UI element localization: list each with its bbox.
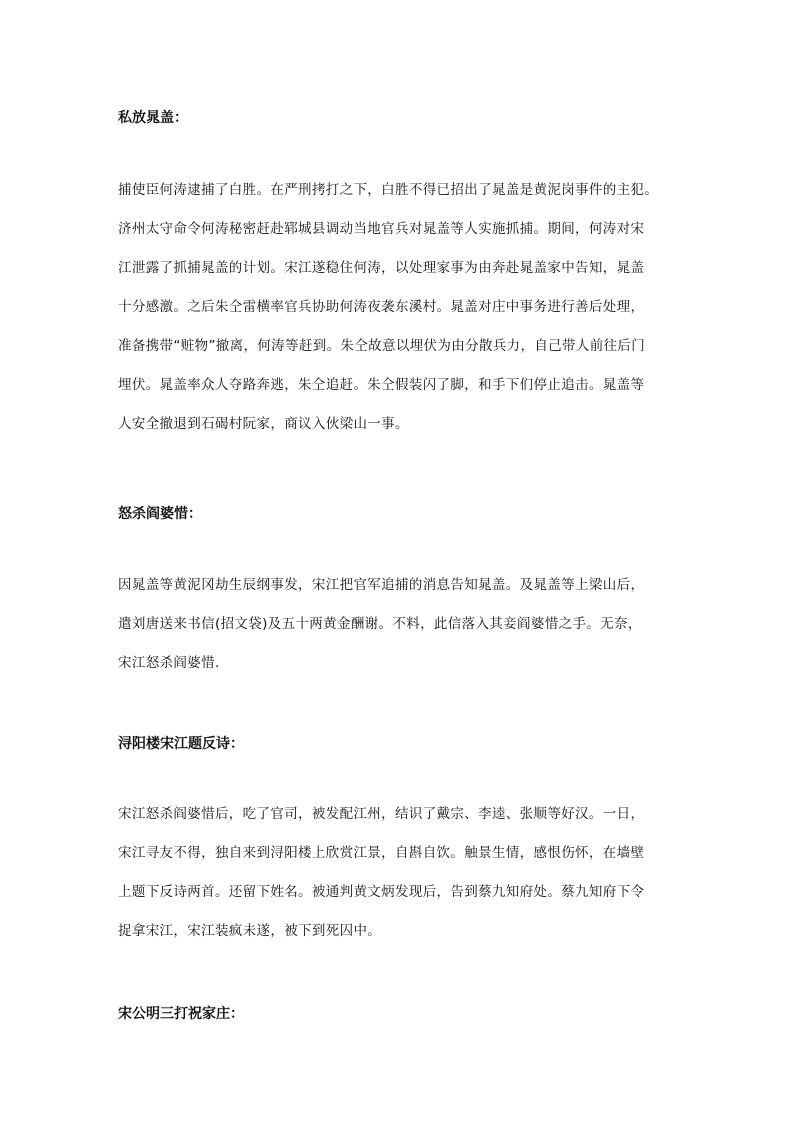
paragraph-line: 遣刘唐送来书信(招文袋)及五十两黄金酬谢。不料，此信落入其妾阎婆惜之手。无奈，	[118, 616, 642, 632]
section-heading-4: 宋公明三打祝家庄：	[118, 1006, 244, 1022]
paragraph-line: 江泄露了抓捕晁盖的计划。宋江遂稳住何涛，以处理家事为由奔赴晁盖家中告知，晁盖	[118, 260, 645, 276]
paragraph-line: 上题下反诗两首。还留下姓名。被通判黄文炳发现后，告到蔡九知府处。蔡九知府下令	[118, 884, 645, 900]
paragraph-line: 十分感激。之后朱仝雷横率官兵协助何涛夜袭东溪村。晁盖对庄中事务进行善后处理，	[118, 299, 645, 315]
paragraph-line: 宋江怒杀阎婆惜后，吃了官司，被发配江州，结识了戴宗、李逵、张顺等好汉。一日，	[118, 806, 645, 822]
section-heading-3: 浔阳楼宋江题反诗：	[118, 736, 244, 752]
paragraph-line: 捉拿宋江，宋江装疯未遂，被下到死囚中。	[118, 923, 382, 939]
paragraph-line: 宋江寻友不得，独自来到浔阳楼上欣赏江景，自斟自饮。触景生情，感恨伤怀，在墙壁	[118, 845, 645, 861]
paragraph-line: 埋伏。晁盖率众人夺路奔逃，朱仝追赶。朱仝假装闪了脚，和手下们停止追击。晁盖等	[118, 377, 645, 393]
paragraph-line: 准备携带“赃物”撤离，何涛等赶到。朱仝故意以埋伏为由分散兵力，自己带人前往后门	[118, 338, 646, 354]
paragraph-line: 济州太守命令何涛秘密赶赴郓城县调动当地官兵对晁盖等人实施抓捕。期间，何涛对宋	[118, 221, 645, 237]
section-heading-1: 私放晁盖：	[118, 110, 188, 126]
paragraph-line: 人安全撤退到石碣村阮家，商议入伙梁山一事。	[118, 416, 409, 432]
section-heading-2: 怒杀阎婆惜：	[118, 506, 202, 522]
paragraph-line: 捕使臣何涛逮捕了白胜。在严刑拷打之下，白胜不得已招出了晁盖是黄泥岗事件的主犯。	[118, 182, 659, 198]
paragraph-line: 宋江怒杀阎婆惜.	[118, 655, 220, 671]
paragraph-line: 因晁盖等黄泥冈劫生辰纲事发，宋江把官军追捕的消息告知晁盖。及晁盖等上梁山后，	[118, 577, 645, 593]
